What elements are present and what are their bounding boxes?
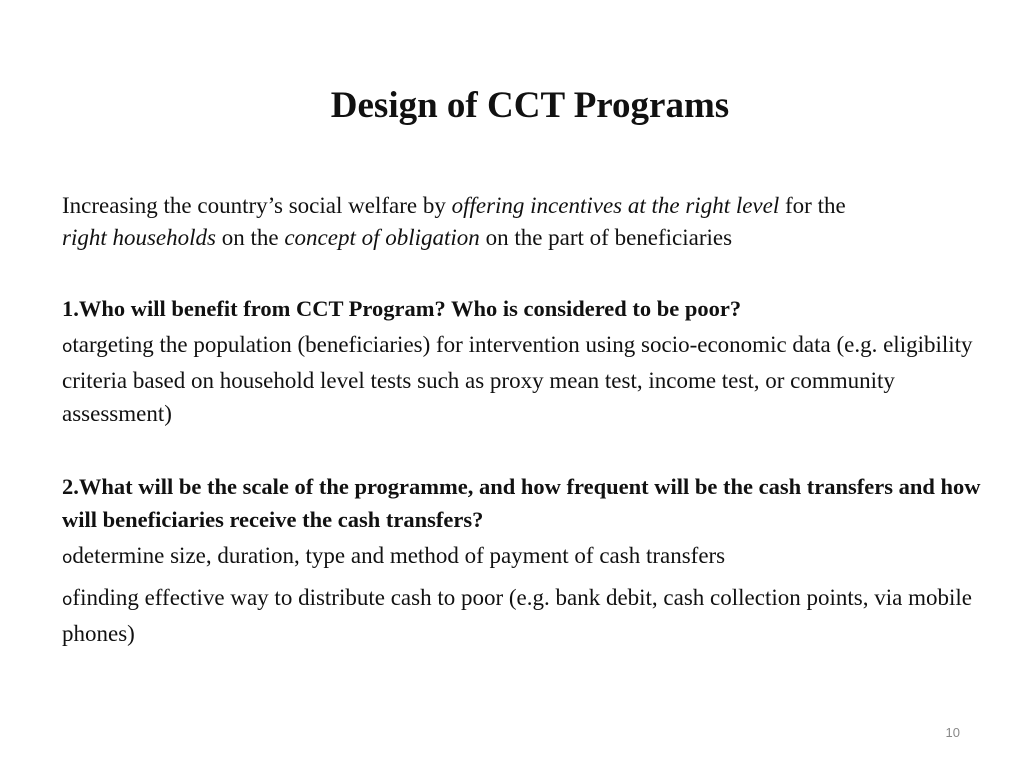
- bullet-2-2: [62, 581, 982, 650]
- slide-title: Design of CCT Programs: [330, 85, 730, 126]
- section-2: [62, 470, 982, 650]
- bullet-text: determine size, duration, type and method of payment of cash transfers: [72, 543, 726, 568]
- bullet-marker-icon: o: [62, 590, 73, 610]
- intro-emphasis-households: right households: [62, 225, 216, 250]
- intro-paragraph: [62, 190, 982, 254]
- intro-emphasis-obligation: concept of obligation: [284, 225, 480, 250]
- intro-emphasis-incentives: offering incentives at the right level: [451, 193, 780, 218]
- bullet-marker-icon: o: [62, 548, 73, 568]
- bullet-text: targeting the population (beneficiaries) for intervention using socio-economic data (e.g. eligibility criteria based on household level tests such as proxy mean test, income test, or community assessment): [62, 332, 973, 426]
- intro-text-2: for the: [779, 193, 846, 218]
- question-2-text: 2.What will be the scale of the programme, and how frequent will be the cash transfers and how will beneficiaries receive the cash transfers?: [62, 474, 981, 532]
- bullet-1-1: [62, 328, 982, 430]
- intro-text-4: on the part of beneficiaries: [479, 225, 733, 250]
- intro-text-3: on the: [215, 225, 285, 250]
- section-1: [62, 292, 982, 430]
- bullet-text: finding effective way to distribute cash to poor (e.g. bank debit, cash collection points, via mobile phones): [62, 585, 972, 646]
- page-number: 10: [945, 725, 960, 740]
- bullet-marker-icon: o: [62, 337, 73, 357]
- section-gap: [62, 436, 982, 470]
- question-1: 1.Who will benefit from CCT Program? Who is considered to be poor?: [62, 296, 742, 321]
- question-2: [62, 470, 982, 536]
- intro-text-1: Increasing the country’s social welfare by: [62, 193, 452, 218]
- slide-content: [62, 190, 982, 656]
- bullet-2-1: [62, 539, 982, 575]
